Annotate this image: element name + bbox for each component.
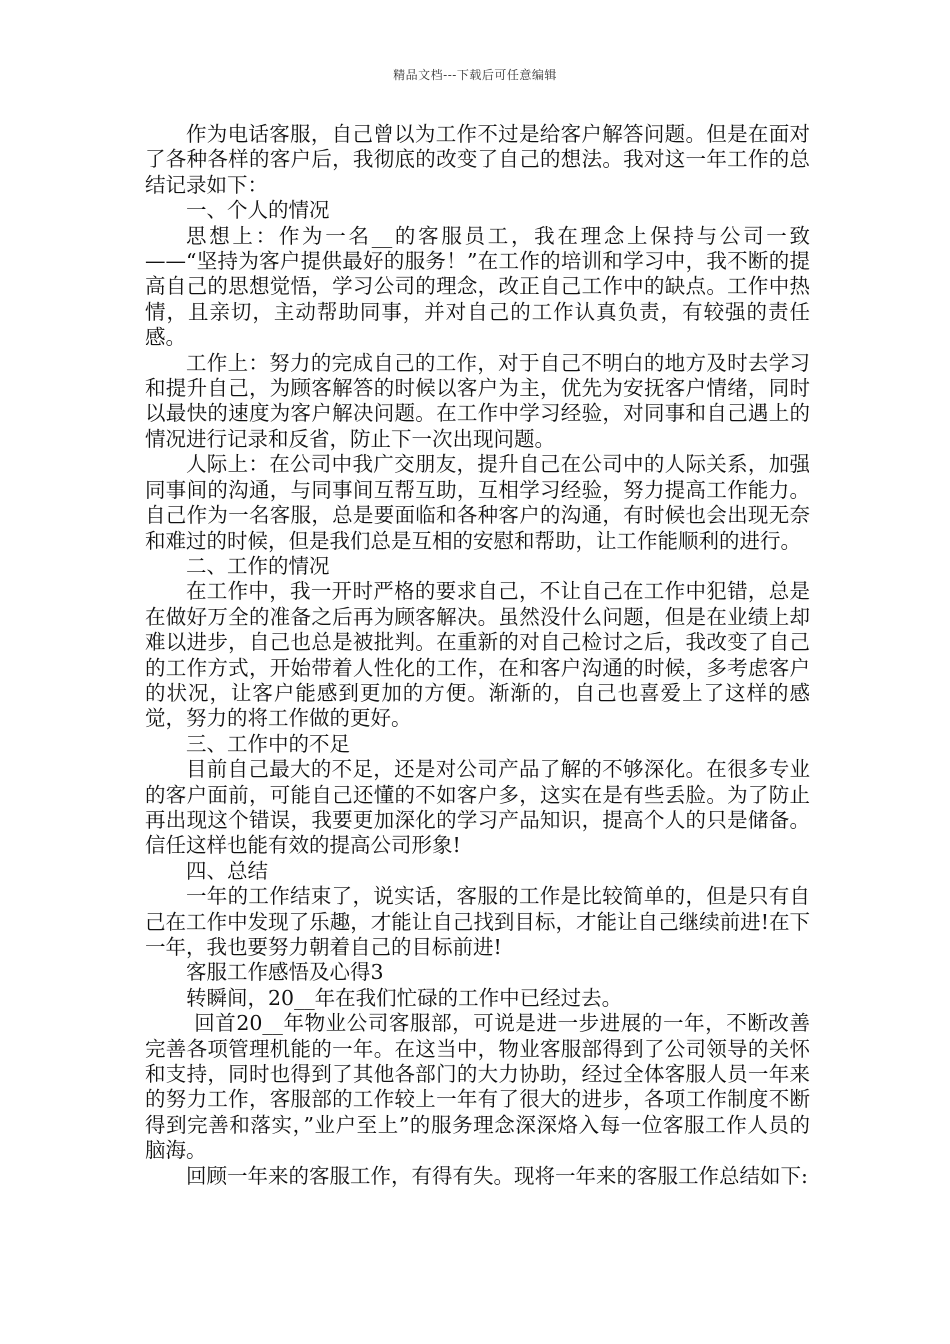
interpersonal-paragraph: 人际上：在公司中我广交朋友，提升自己在公司中的人际关系，加强同事间的沟通，与同事间互帮互助，互相学习经验，努力提高工作能力。自己作为一名客服，总是要面临和各种客户的沟通，有时候也会出现无奈和难过的时候，但是我们总是互相的安慰和帮助，让工作能顺利的进行。 [145, 452, 810, 553]
document-body [145, 122, 810, 1189]
summary-paragraph: 一年的工作结束了，说实话，客服的工作是比较简单的，但是只有自己在工作中发现了乐趣，才能让自己找到目标，才能让自己继续前进!在下一年，我也要努力朝着自己的目标前进! [145, 884, 810, 959]
page-header: 精品文档---下载后可任意编辑 [393, 68, 557, 82]
section-heading-work: 二、工作的情况 [186, 553, 330, 578]
section-heading-shortcomings: 三、工作中的不足 [186, 731, 350, 756]
article-title: 客服工作感悟及心得3 [186, 960, 384, 985]
work-paragraph: 工作上：努力的完成自己的工作，对于自己不明白的地方及时去学习和提升自己，为顾客解答的时候以客户为主，优先为安抚客户情绪，同时以最快的速度为客户解决问题。在工作中学习经验，对同事和自己遇上的情况进行记录和反省，防止下一次出现问题。 [145, 350, 810, 451]
review-paragraph: 回首20__年物业公司客服部，可说是进一步进展的一年，不断改善完善各项管理机能的一年。在这当中，物业客服部得到了公司领导的关怀和支持，同时也得到了其他各部门的大力协助，经过全体客服人员一年来的努力工作，客服部的工作较上一年有了很大的进步，各项工作制度不断得到完善和落实，”业户至上”的服务理念深深烙入每一位客服工作人员的脑海。 [145, 1011, 810, 1163]
opening-line: 转瞬间，20__年在我们忙碌的工作中已经过去。 [186, 985, 623, 1010]
intro-paragraph: 作为电话客服，自己曾以为工作不过是给客户解答问题。但是在面对了各种各样的客户后，我彻底的改变了自己的想法。我对这一年工作的总结记录如下： [145, 122, 810, 197]
shortcomings-paragraph: 目前自己最大的不足，还是对公司产品了解的不够深化。在很多专业的客户面前，可能自己还懂的不如客户多，这实在是有些丢脸。为了防止再出现这个错误，我要更加深化的学习产品知识，提高个人的只是储备。信任这样也能有效的提高公司形象! [145, 757, 810, 858]
work-situation-paragraph: 在工作中，我一开时严格的要求自己，不让自己在工作中犯错，总是在做好万全的准备之后再为顾客解决。虽然没什么问题，但是在业绩上却难以进步，自己也总是被批判。在重新的对自己检讨之后，我改变了自己的工作方式，开始带着人性化的工作，在和客户沟通的时候，多考虑客户的状况，让客户能感到更加的方便。渐渐的，自己也喜爱上了这样的感觉，努力的将工作做的更好。 [145, 579, 810, 731]
closing-paragraph: 回顾一年来的客服工作，有得有失。现将一年来的客服工作总结如下: [186, 1163, 808, 1188]
section-heading-personal: 一、个人的情况 [186, 198, 330, 223]
thought-paragraph: 思想上：作为一名__的客服员工，我在理念上保持与公司一致——“坚持为客户提供最好的服务！”在工作的培训和学习中，我不断的提高自己的思想觉悟，学习公司的理念，改正自己工作中的缺点。工作中热情，且亲切，主动帮助同事，并对自己的工作认真负责，有较强的责任感。 [145, 223, 810, 350]
section-heading-summary: 四、总结 [186, 858, 268, 883]
